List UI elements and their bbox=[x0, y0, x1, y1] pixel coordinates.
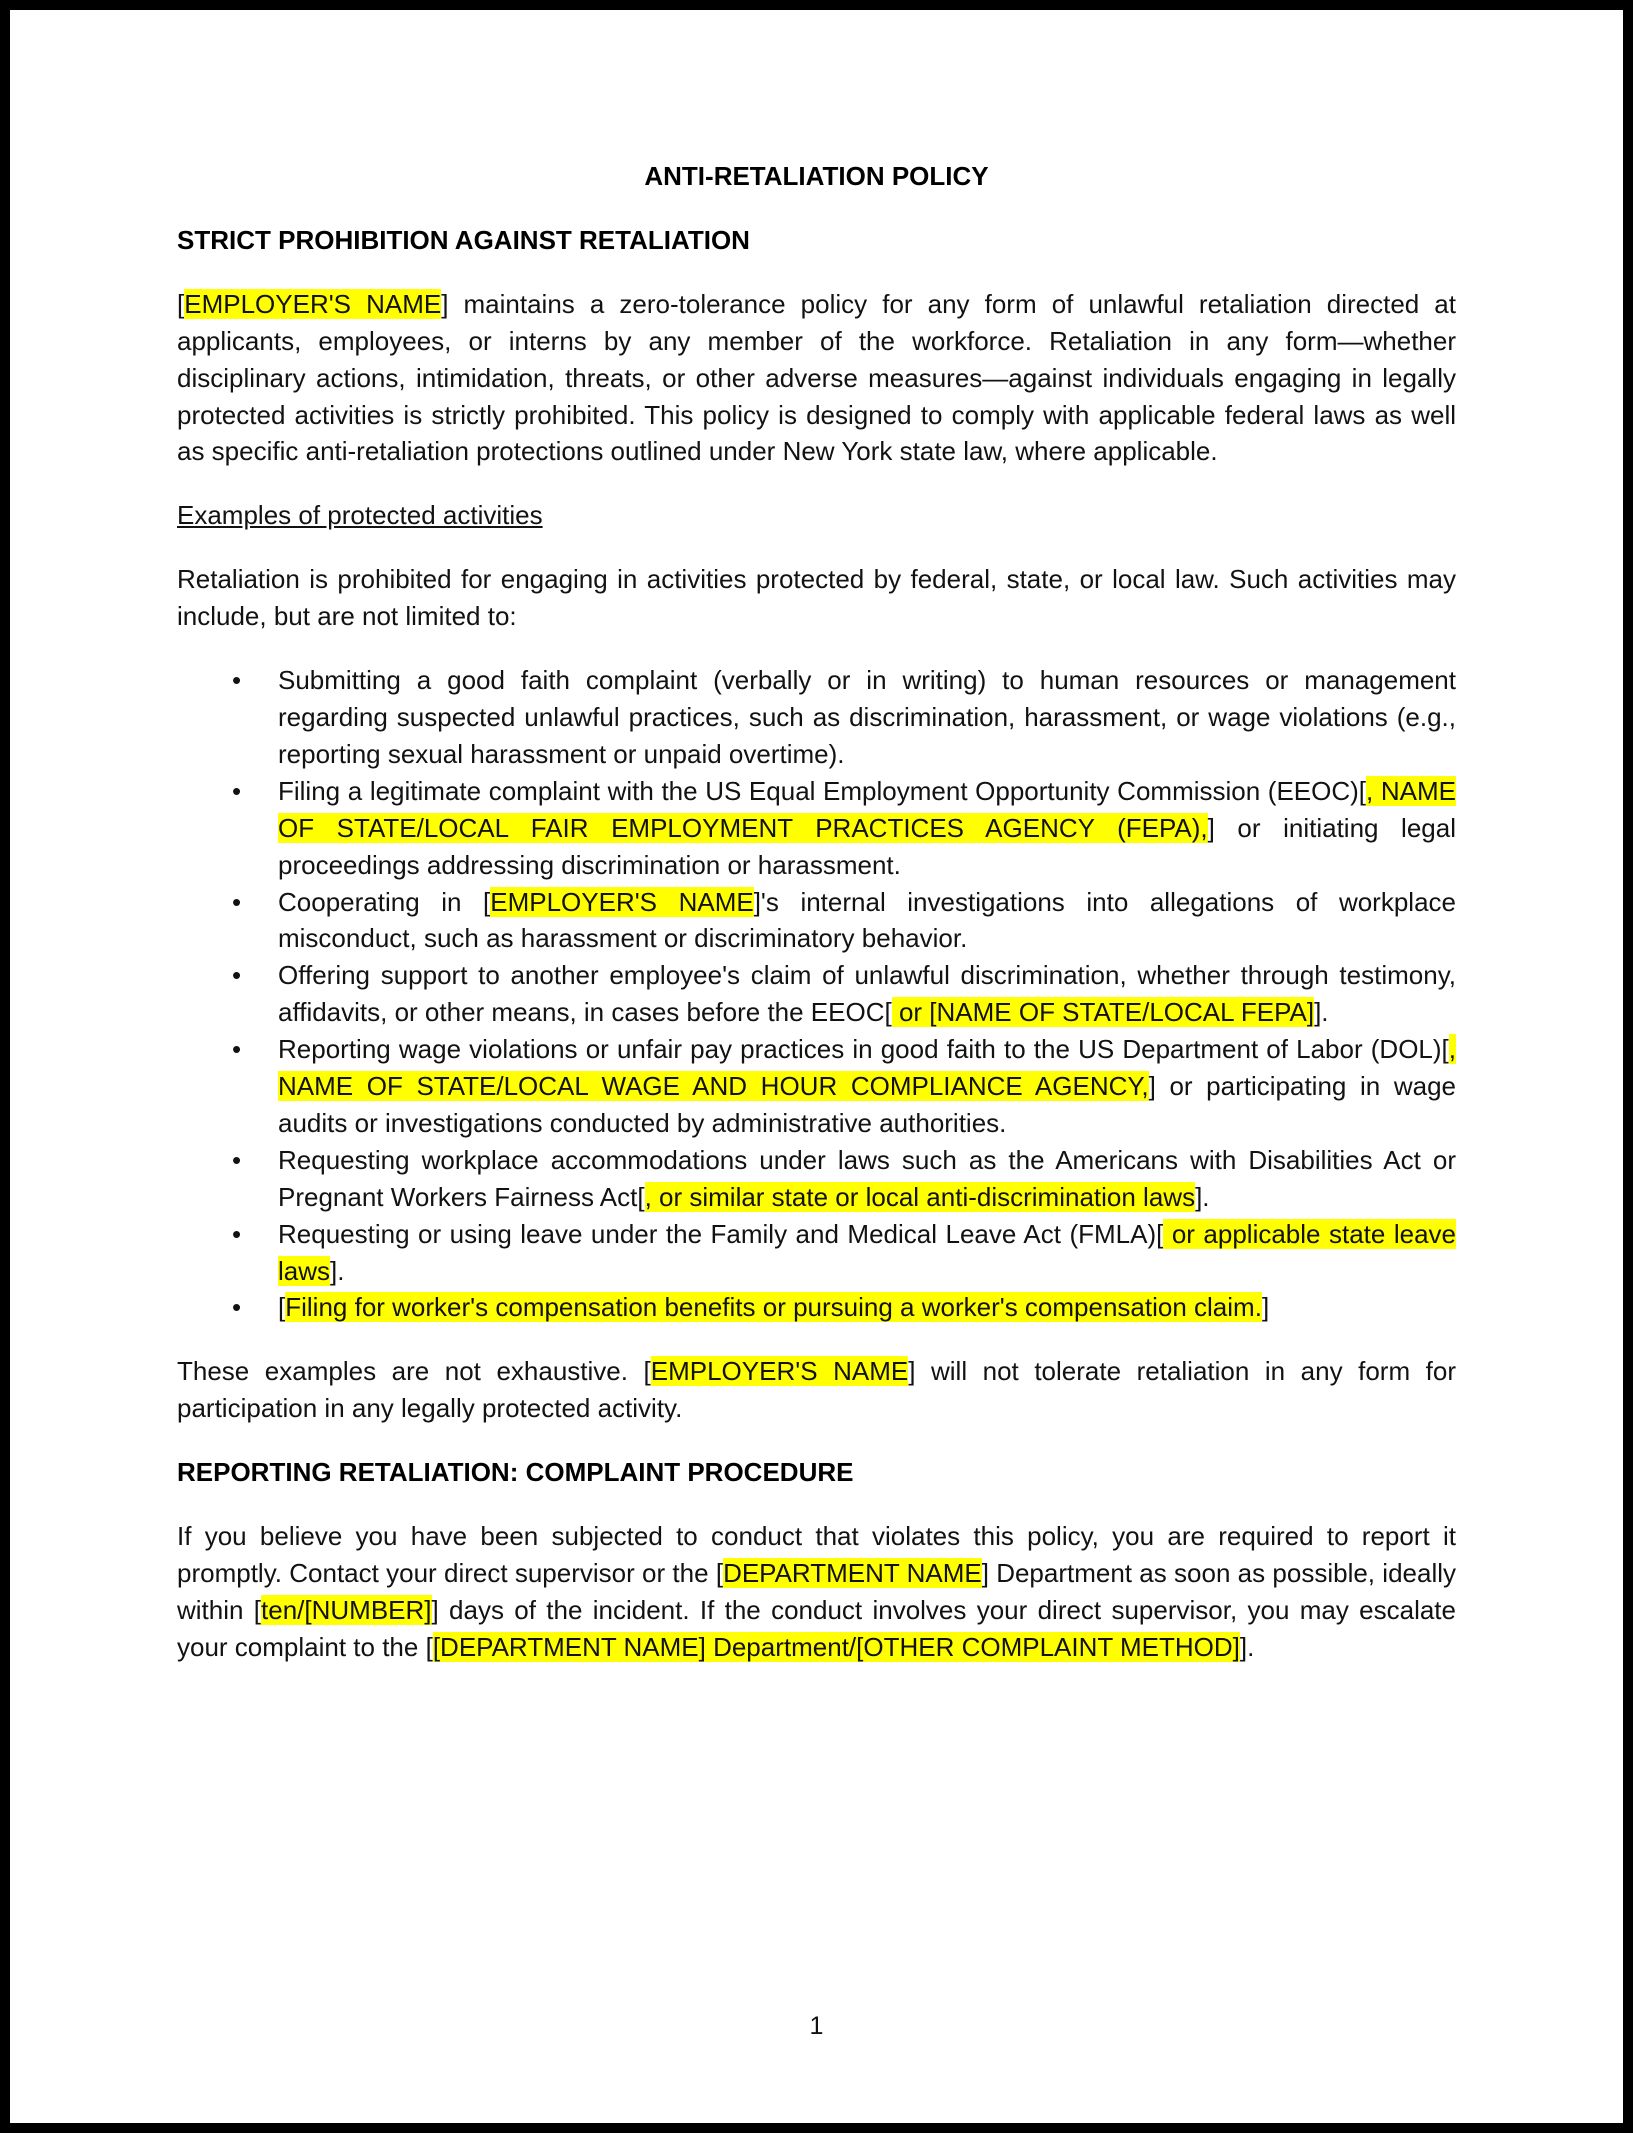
text-segment: Requesting or using leave under the Family and Medical Leave Act (FMLA)[ bbox=[278, 1218, 1164, 1249]
list-item bbox=[177, 884, 1456, 958]
text-segment: Submitting a good faith complaint (verbally or in writing) to human resources or management regarding suspected unlawful practices, such as discrimination, harassment, or wage violations (e.g., reporting sexual harassment or unpaid overtime). bbox=[278, 665, 1456, 769]
text-segment: REPORTING RETALIATION: COMPLAINT PROCEDURE bbox=[177, 1457, 854, 1488]
heading-reporting-retaliation bbox=[177, 1454, 1456, 1491]
text-segment: Requesting workplace accommodations under laws such as the Americans with Disabilities Act or Pregnant Workers Fairness Act[ bbox=[278, 1144, 1456, 1212]
text-segment: If you believe you have been subjected to conduct that violates this policy, you are required to report it promptly. Contact your direct supervisor or the [ bbox=[177, 1521, 1456, 1588]
placeholder-highlight: EMPLOYER'S NAME bbox=[184, 288, 442, 319]
placeholder-highlight: , NAME OF STATE/LOCAL WAGE AND HOUR COMPLIANCE AGENCY, bbox=[278, 1034, 1456, 1102]
placeholder-highlight: EMPLOYER'S NAME bbox=[490, 886, 754, 917]
text-segment: STRICT PROHIBITION AGAINST RETALIATION bbox=[177, 224, 750, 255]
list-item bbox=[177, 662, 1456, 773]
text-segment: ]. bbox=[1314, 997, 1329, 1028]
placeholder-highlight: Filing for worker's compensation benefits or pursuing a worker's compensation claim. bbox=[285, 1292, 1262, 1323]
text-segment: Reporting wage violations or unfair pay practices in good faith to the US Department of Labor (DOL)[ bbox=[278, 1034, 1449, 1065]
text-segment: ] or participating in wage audits or investigations conducted by administrative authorities. bbox=[278, 1071, 1456, 1138]
text-segment: ] bbox=[1261, 1292, 1270, 1323]
placeholder-highlight: ten/[NUMBER] bbox=[261, 1594, 432, 1625]
doc-title bbox=[177, 158, 1456, 195]
list-item bbox=[177, 1031, 1456, 1142]
text-segment: ANTI-RETALIATION POLICY bbox=[644, 161, 989, 191]
para-policy-statement bbox=[177, 286, 1456, 471]
list-item bbox=[177, 1142, 1456, 1216]
para-examples-not-exhaustive bbox=[177, 1353, 1456, 1427]
placeholder-highlight: or applicable state leave laws bbox=[278, 1218, 1456, 1286]
placeholder-highlight: DEPARTMENT NAME bbox=[723, 1558, 982, 1588]
text-segment: Examples of protected activities bbox=[177, 500, 543, 531]
placeholder-highlight: , NAME OF STATE/LOCAL FAIR EMPLOYMENT PRACTICES AGENCY (FEPA), bbox=[278, 775, 1456, 843]
subheading-examples bbox=[177, 497, 1456, 534]
list-item bbox=[177, 1289, 1456, 1326]
placeholder-highlight: , or similar state or local anti-discrimination laws bbox=[644, 1181, 1196, 1212]
placeholder-highlight: EMPLOYER'S NAME bbox=[650, 1356, 909, 1387]
text-segment: [ bbox=[278, 1292, 286, 1323]
placeholder-highlight: [DEPARTMENT NAME] Department/[OTHER COMPLAINT METHOD] bbox=[432, 1631, 1240, 1662]
text-segment: Filing a legitimate complaint with the US Equal Employment Opportunity Commission (EEOC)[ bbox=[278, 775, 1367, 806]
heading-strict-prohibition bbox=[177, 222, 1456, 259]
text-segment: ]'s internal investigations into allegations of workplace misconduct, such as harassment or discriminatory behavior. bbox=[278, 886, 1456, 954]
text-segment: ]. bbox=[1195, 1181, 1210, 1212]
placeholder-highlight: or [NAME OF STATE/LOCAL FEPA] bbox=[891, 997, 1315, 1028]
text-segment: [ bbox=[177, 288, 185, 319]
text-segment: Cooperating in [ bbox=[278, 886, 491, 917]
text-segment: ] maintains a zero-tolerance policy for any form of unlawful retaliation directed at applicants, employees, or interns by any member of the workforce. Retaliation in any form—whether disciplinary actions, intimidation, threats, or other adverse measures—against individuals engaging in legally protected activities is strictly prohibited. This policy is designed to comply with applicable federal laws as well as specific anti-retaliation protections outlined under New York state law, where applicable. bbox=[177, 288, 1456, 467]
text-segment: Retaliation is prohibited for engaging in activities protected by federal, state, or local law. Such activities may include, but are not limited to: bbox=[177, 564, 1456, 632]
text-segment: ] days of the incident. If the conduct involves your direct supervisor, you may escalate your complaint to the [ bbox=[177, 1594, 1456, 1662]
text-segment: ] Department as soon as possible, ideally within [ bbox=[177, 1558, 1457, 1625]
para-complaint-procedure bbox=[177, 1518, 1456, 1666]
text-segment: These examples are not exhaustive. [ bbox=[177, 1356, 651, 1387]
text-segment: ]. bbox=[1239, 1631, 1255, 1662]
text-segment: ] will not tolerate retaliation in any form for participation in any legally protected activity. bbox=[177, 1356, 1457, 1424]
list-protected-activities bbox=[177, 662, 1456, 1326]
text-segment: ] or initiating legal proceedings addressing discrimination or harassment. bbox=[278, 812, 1456, 880]
list-item bbox=[177, 1216, 1456, 1290]
text-segment: Offering support to another employee's claim of unlawful discrimination, whether through testimony, affidavits, or other means, in cases before the EEOC[ bbox=[278, 960, 1456, 1028]
document-body bbox=[10, 10, 1623, 1666]
list-item bbox=[177, 773, 1456, 884]
para-protected-activities-intro bbox=[177, 561, 1456, 635]
page-number: 1 bbox=[809, 2012, 824, 2040]
list-item bbox=[177, 957, 1456, 1031]
text-segment: ]. bbox=[330, 1255, 345, 1286]
